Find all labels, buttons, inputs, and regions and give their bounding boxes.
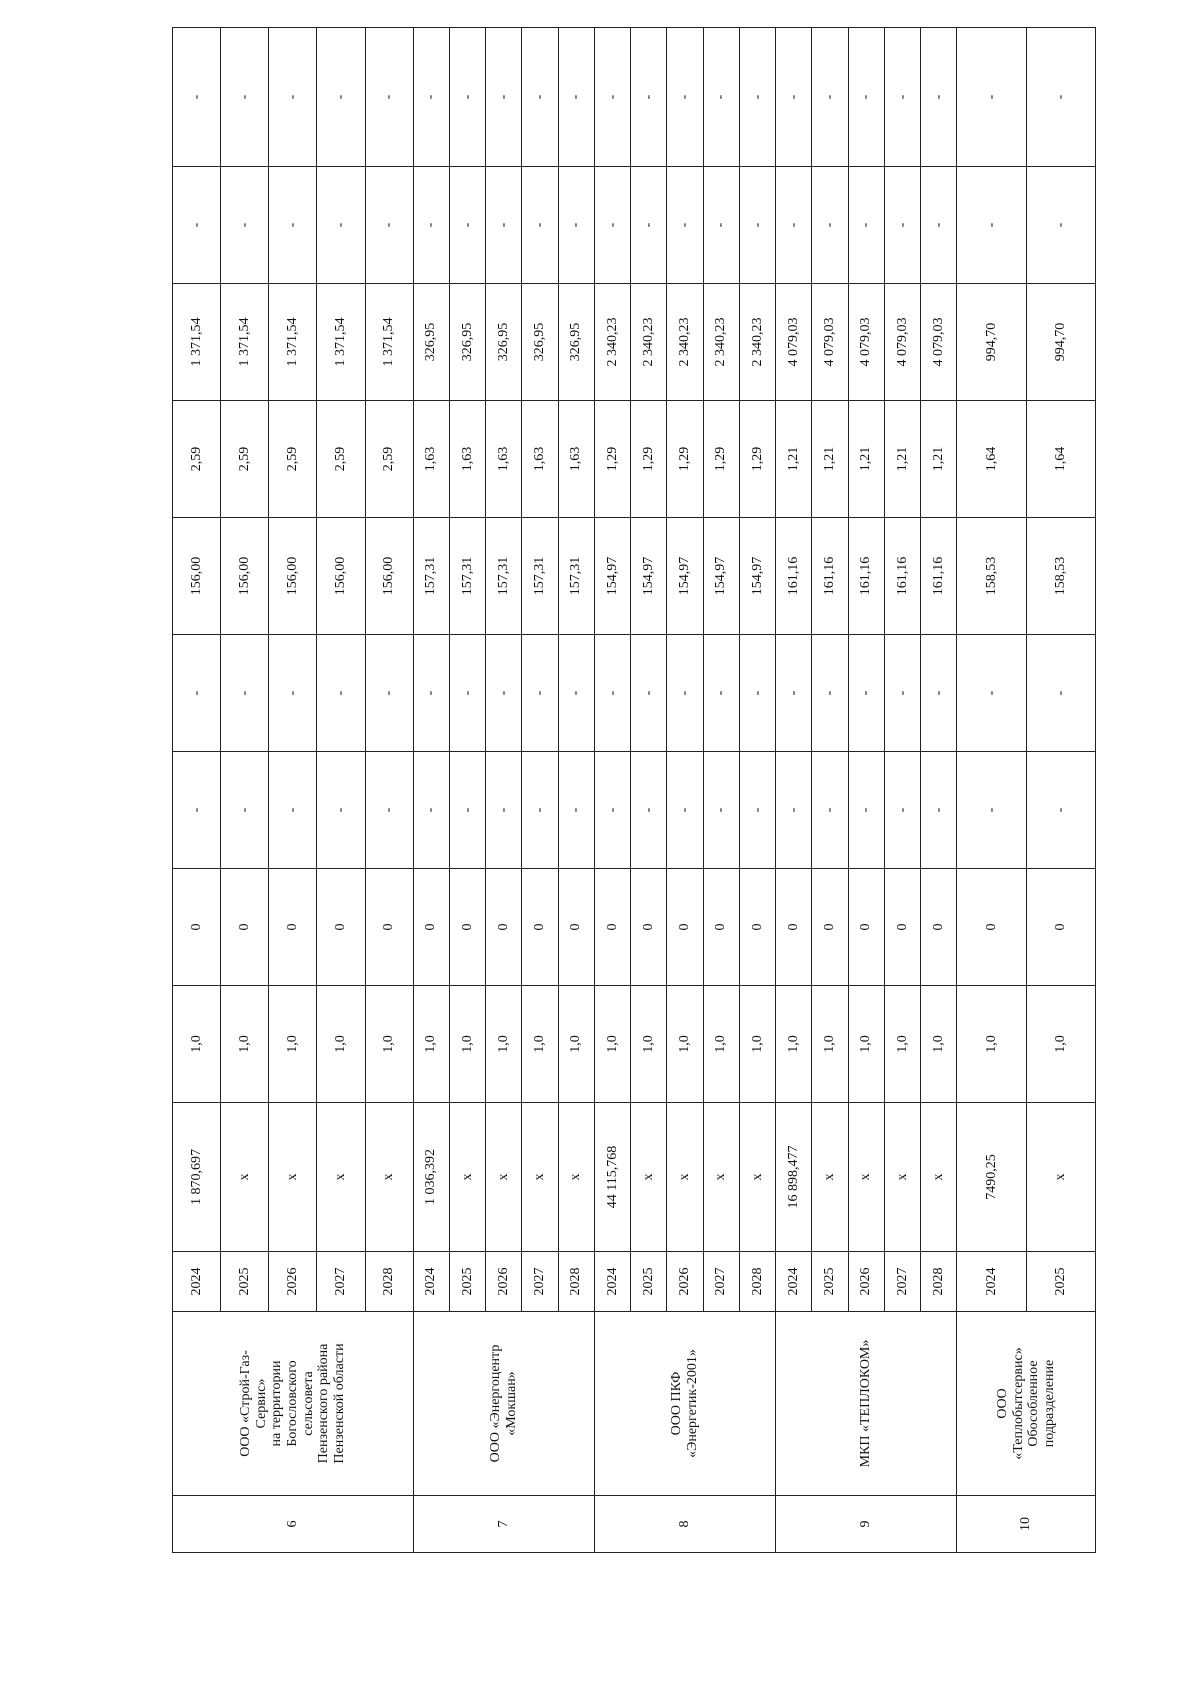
year-cell: 2024 xyxy=(776,1252,812,1312)
index-cell: 1,0 xyxy=(558,986,594,1103)
value-b-cell: 2,59 xyxy=(269,401,317,518)
row-number-cell: 7 xyxy=(413,1496,594,1553)
value-a-cell: 156,00 xyxy=(269,518,317,635)
zero-cell: 0 xyxy=(921,869,957,986)
dash-cell-4: - xyxy=(317,28,365,167)
zero-cell: 0 xyxy=(269,869,317,986)
index-cell: 1,0 xyxy=(269,986,317,1103)
dash-cell-4: - xyxy=(449,28,485,167)
value-a-cell: 157,31 xyxy=(413,518,449,635)
base-value-cell: х xyxy=(812,1103,848,1252)
value-b-cell: 1,63 xyxy=(558,401,594,518)
year-cell: 2024 xyxy=(957,1252,1026,1312)
index-cell: 1,0 xyxy=(631,986,667,1103)
dash-cell-3: - xyxy=(449,167,485,284)
base-value-cell: х xyxy=(884,1103,920,1252)
dash-cell-2: - xyxy=(812,635,848,752)
value-c-cell: 994,70 xyxy=(1026,284,1095,401)
dash-cell-4: - xyxy=(667,28,703,167)
dash-cell-3: - xyxy=(365,167,413,284)
organization-name-line: Богословского xyxy=(285,1360,301,1447)
dash-cell-2: - xyxy=(522,635,558,752)
organization-name-line: ООО xyxy=(994,1388,1010,1419)
dash-cell-3: - xyxy=(522,167,558,284)
dash-cell-2: - xyxy=(776,635,812,752)
table-body xyxy=(173,28,1096,1553)
dash-cell-1: - xyxy=(667,752,703,869)
dash-cell-2: - xyxy=(173,635,221,752)
dash-cell-1: - xyxy=(594,752,630,869)
dash-cell-2: - xyxy=(884,635,920,752)
year-cell: 2025 xyxy=(221,1252,269,1312)
dash-cell-3: - xyxy=(269,167,317,284)
base-value-cell: 7490,25 xyxy=(957,1103,1026,1252)
dash-cell-1: - xyxy=(269,752,317,869)
base-value-cell: х xyxy=(558,1103,594,1252)
value-c-cell: 326,95 xyxy=(486,284,522,401)
value-c-cell: 326,95 xyxy=(413,284,449,401)
dash-cell-3: - xyxy=(221,167,269,284)
zero-cell: 0 xyxy=(594,869,630,986)
value-a-cell: 157,31 xyxy=(449,518,485,635)
dash-cell-2: - xyxy=(413,635,449,752)
zero-cell: 0 xyxy=(173,869,221,986)
dash-cell-4: - xyxy=(1026,28,1095,167)
value-a-cell: 161,16 xyxy=(921,518,957,635)
base-value-cell: х xyxy=(522,1103,558,1252)
base-value-cell: х xyxy=(486,1103,522,1252)
value-b-cell: 1,21 xyxy=(776,401,812,518)
value-a-cell: 158,53 xyxy=(1026,518,1095,635)
year-cell: 2026 xyxy=(269,1252,317,1312)
organization-name-line: Обособленное xyxy=(1026,1360,1042,1447)
value-b-cell: 1,29 xyxy=(631,401,667,518)
table-row xyxy=(173,28,221,1553)
dash-cell-4: - xyxy=(221,28,269,167)
dash-cell-2: - xyxy=(703,635,739,752)
value-c-cell: 326,95 xyxy=(558,284,594,401)
rotated-page xyxy=(172,28,1096,1553)
row-number-cell: 10 xyxy=(957,1496,1096,1553)
organization-cell xyxy=(413,1312,594,1496)
dash-cell-4: - xyxy=(173,28,221,167)
dash-cell-2: - xyxy=(221,635,269,752)
index-cell: 1,0 xyxy=(1026,986,1095,1103)
dash-cell-4: - xyxy=(957,28,1026,167)
dash-cell-3: - xyxy=(1026,167,1095,284)
organization-cell xyxy=(594,1312,775,1496)
value-c-cell: 2 340,23 xyxy=(594,284,630,401)
dash-cell-3: - xyxy=(173,167,221,284)
base-value-cell: х xyxy=(667,1103,703,1252)
value-c-cell: 2 340,23 xyxy=(631,284,667,401)
base-value-cell: х xyxy=(848,1103,884,1252)
row-number-cell: 6 xyxy=(173,1496,414,1553)
value-b-cell: 1,21 xyxy=(812,401,848,518)
index-cell: 1,0 xyxy=(221,986,269,1103)
dash-cell-1: - xyxy=(449,752,485,869)
dash-cell-2: - xyxy=(739,635,775,752)
zero-cell: 0 xyxy=(957,869,1026,986)
organization-name-line: ООО «Строй-Газ- xyxy=(238,1350,253,1457)
index-cell: 1,0 xyxy=(486,986,522,1103)
dash-cell-2: - xyxy=(594,635,630,752)
value-a-cell: 154,97 xyxy=(739,518,775,635)
index-cell: 1,0 xyxy=(921,986,957,1103)
index-cell: 1,0 xyxy=(884,986,920,1103)
index-cell: 1,0 xyxy=(739,986,775,1103)
dash-cell-3: - xyxy=(957,167,1026,284)
index-cell: 1,0 xyxy=(848,986,884,1103)
dash-cell-1: - xyxy=(812,752,848,869)
dash-cell-3: - xyxy=(739,167,775,284)
dash-cell-4: - xyxy=(703,28,739,167)
index-cell: 1,0 xyxy=(703,986,739,1103)
base-value-cell: х xyxy=(365,1103,413,1252)
index-cell: 1,0 xyxy=(413,986,449,1103)
organization-name-line: «Теплобытсервис» xyxy=(1010,1347,1026,1460)
dash-cell-4: - xyxy=(365,28,413,167)
organization-name-line: подразделение xyxy=(1041,1359,1057,1448)
zero-cell: 0 xyxy=(486,869,522,986)
value-c-cell: 4 079,03 xyxy=(921,284,957,401)
dash-cell-3: - xyxy=(812,167,848,284)
value-c-cell: 2 340,23 xyxy=(667,284,703,401)
zero-cell: 0 xyxy=(703,869,739,986)
dash-cell-2: - xyxy=(957,635,1026,752)
dash-cell-4: - xyxy=(884,28,920,167)
value-c-cell: 326,95 xyxy=(522,284,558,401)
dash-cell-1: - xyxy=(317,752,365,869)
base-value-cell: х xyxy=(317,1103,365,1252)
year-cell: 2027 xyxy=(703,1252,739,1312)
dash-cell-1: - xyxy=(739,752,775,869)
row-number-cell: 8 xyxy=(594,1496,775,1553)
value-b-cell: 1,29 xyxy=(667,401,703,518)
value-a-cell: 157,31 xyxy=(558,518,594,635)
dash-cell-3: - xyxy=(594,167,630,284)
value-c-cell: 994,70 xyxy=(957,284,1026,401)
dash-cell-1: - xyxy=(413,752,449,869)
year-cell: 2028 xyxy=(558,1252,594,1312)
index-cell: 1,0 xyxy=(317,986,365,1103)
value-c-cell: 326,95 xyxy=(449,284,485,401)
table-row xyxy=(413,28,449,1553)
dash-cell-2: - xyxy=(269,635,317,752)
zero-cell: 0 xyxy=(739,869,775,986)
dash-cell-1: - xyxy=(173,752,221,869)
value-b-cell: 1,64 xyxy=(957,401,1026,518)
dash-cell-2: - xyxy=(631,635,667,752)
value-c-cell: 4 079,03 xyxy=(776,284,812,401)
zero-cell: 0 xyxy=(812,869,848,986)
value-b-cell: 1,63 xyxy=(522,401,558,518)
value-a-cell: 161,16 xyxy=(884,518,920,635)
value-a-cell: 161,16 xyxy=(848,518,884,635)
base-value-cell: х xyxy=(221,1103,269,1252)
dash-cell-2: - xyxy=(667,635,703,752)
dash-cell-1: - xyxy=(1026,752,1095,869)
value-a-cell: 154,97 xyxy=(631,518,667,635)
table-row xyxy=(957,28,1026,1553)
organization-name-line: на территории xyxy=(269,1360,285,1447)
value-b-cell: 1,63 xyxy=(486,401,522,518)
dash-cell-3: - xyxy=(921,167,957,284)
organization-cell xyxy=(173,1312,414,1496)
value-b-cell: 1,29 xyxy=(594,401,630,518)
value-a-cell: 156,00 xyxy=(221,518,269,635)
zero-cell: 0 xyxy=(413,869,449,986)
dash-cell-2: - xyxy=(848,635,884,752)
value-b-cell: 1,63 xyxy=(413,401,449,518)
base-value-cell: х xyxy=(449,1103,485,1252)
dash-cell-4: - xyxy=(848,28,884,167)
dash-cell-4: - xyxy=(812,28,848,167)
value-b-cell: 1,21 xyxy=(848,401,884,518)
value-a-cell: 154,97 xyxy=(594,518,630,635)
dash-cell-4: - xyxy=(486,28,522,167)
index-cell: 1,0 xyxy=(522,986,558,1103)
year-cell: 2024 xyxy=(594,1252,630,1312)
dash-cell-4: - xyxy=(269,28,317,167)
dash-cell-2: - xyxy=(449,635,485,752)
dash-cell-2: - xyxy=(558,635,594,752)
dash-cell-1: - xyxy=(703,752,739,869)
zero-cell: 0 xyxy=(365,869,413,986)
year-cell: 2024 xyxy=(413,1252,449,1312)
dash-cell-1: - xyxy=(921,752,957,869)
value-b-cell: 1,64 xyxy=(1026,401,1095,518)
dash-cell-4: - xyxy=(522,28,558,167)
dash-cell-3: - xyxy=(317,167,365,284)
index-cell: 1,0 xyxy=(812,986,848,1103)
value-b-cell: 2,59 xyxy=(365,401,413,518)
dash-cell-1: - xyxy=(486,752,522,869)
value-c-cell: 1 371,54 xyxy=(365,284,413,401)
value-c-cell: 2 340,23 xyxy=(739,284,775,401)
base-value-cell: 1 870,697 xyxy=(173,1103,221,1252)
table-row xyxy=(594,28,630,1553)
zero-cell: 0 xyxy=(1026,869,1095,986)
value-a-cell: 156,00 xyxy=(317,518,365,635)
organization-cell xyxy=(776,1312,957,1496)
organization-cell xyxy=(957,1312,1096,1496)
zero-cell: 0 xyxy=(558,869,594,986)
year-cell: 2028 xyxy=(739,1252,775,1312)
zero-cell: 0 xyxy=(221,869,269,986)
value-a-cell: 161,16 xyxy=(812,518,848,635)
dash-cell-1: - xyxy=(221,752,269,869)
dash-cell-2: - xyxy=(486,635,522,752)
zero-cell: 0 xyxy=(848,869,884,986)
value-c-cell: 1 371,54 xyxy=(269,284,317,401)
dash-cell-1: - xyxy=(957,752,1026,869)
value-c-cell: 1 371,54 xyxy=(317,284,365,401)
base-value-cell: 16 898,477 xyxy=(776,1103,812,1252)
year-cell: 2027 xyxy=(317,1252,365,1312)
dash-cell-4: - xyxy=(776,28,812,167)
year-cell: 2025 xyxy=(1026,1252,1095,1312)
value-b-cell: 1,29 xyxy=(739,401,775,518)
index-cell: 1,0 xyxy=(776,986,812,1103)
value-a-cell: 154,97 xyxy=(703,518,739,635)
dash-cell-3: - xyxy=(884,167,920,284)
value-c-cell: 1 371,54 xyxy=(173,284,221,401)
value-a-cell: 157,31 xyxy=(486,518,522,635)
index-cell: 1,0 xyxy=(173,986,221,1103)
zero-cell: 0 xyxy=(449,869,485,986)
year-cell: 2026 xyxy=(848,1252,884,1312)
year-cell: 2025 xyxy=(812,1252,848,1312)
dash-cell-3: - xyxy=(776,167,812,284)
zero-cell: 0 xyxy=(776,869,812,986)
value-a-cell: 158,53 xyxy=(957,518,1026,635)
year-cell: 2025 xyxy=(631,1252,667,1312)
dash-cell-2: - xyxy=(317,635,365,752)
dash-cell-3: - xyxy=(413,167,449,284)
dash-cell-1: - xyxy=(558,752,594,869)
organization-name-line: Сервис» xyxy=(253,1378,269,1429)
year-cell: 2026 xyxy=(486,1252,522,1312)
zero-cell: 0 xyxy=(317,869,365,986)
base-value-cell: 1 036,392 xyxy=(413,1103,449,1252)
year-cell: 2027 xyxy=(522,1252,558,1312)
index-cell: 1,0 xyxy=(365,986,413,1103)
index-cell: 1,0 xyxy=(667,986,703,1103)
value-b-cell: 2,59 xyxy=(173,401,221,518)
value-c-cell: 4 079,03 xyxy=(848,284,884,401)
zero-cell: 0 xyxy=(631,869,667,986)
dash-cell-3: - xyxy=(558,167,594,284)
year-cell: 2025 xyxy=(449,1252,485,1312)
row-number-cell: 9 xyxy=(776,1496,957,1553)
year-cell: 2026 xyxy=(667,1252,703,1312)
dash-cell-1: - xyxy=(776,752,812,869)
value-b-cell: 1,29 xyxy=(703,401,739,518)
organization-name-line: «Мокшан» xyxy=(503,1371,519,1436)
organization-name-line: Пензенской области xyxy=(332,1343,348,1464)
tariff-table xyxy=(172,27,1096,1553)
base-value-cell: х xyxy=(1026,1103,1095,1252)
index-cell: 1,0 xyxy=(449,986,485,1103)
value-b-cell: 1,21 xyxy=(921,401,957,518)
organization-name-line: «Энергетик-2001» xyxy=(685,1349,701,1458)
value-a-cell: 156,00 xyxy=(173,518,221,635)
organization-name-line: МКП «ТЕПЛОКОМ» xyxy=(858,1339,874,1468)
dash-cell-3: - xyxy=(667,167,703,284)
year-cell: 2024 xyxy=(173,1252,221,1312)
zero-cell: 0 xyxy=(522,869,558,986)
dash-cell-2: - xyxy=(921,635,957,752)
organization-name-line: сельсовета xyxy=(300,1371,316,1436)
value-c-cell: 1 371,54 xyxy=(221,284,269,401)
value-c-cell: 2 340,23 xyxy=(703,284,739,401)
base-value-cell: х xyxy=(703,1103,739,1252)
zero-cell: 0 xyxy=(884,869,920,986)
dash-cell-4: - xyxy=(413,28,449,167)
value-c-cell: 4 079,03 xyxy=(884,284,920,401)
zero-cell: 0 xyxy=(667,869,703,986)
base-value-cell: х xyxy=(269,1103,317,1252)
dash-cell-1: - xyxy=(631,752,667,869)
value-a-cell: 156,00 xyxy=(365,518,413,635)
value-b-cell: 2,59 xyxy=(317,401,365,518)
dash-cell-4: - xyxy=(594,28,630,167)
dash-cell-3: - xyxy=(703,167,739,284)
index-cell: 1,0 xyxy=(957,986,1026,1103)
organization-name-line: ООО «Энергоцентр xyxy=(488,1344,504,1463)
table-row xyxy=(776,28,812,1553)
base-value-cell: х xyxy=(739,1103,775,1252)
dash-cell-4: - xyxy=(631,28,667,167)
dash-cell-1: - xyxy=(522,752,558,869)
organization-name-line: Пензенского района xyxy=(316,1343,332,1464)
dash-cell-1: - xyxy=(884,752,920,869)
value-b-cell: 1,63 xyxy=(449,401,485,518)
value-a-cell: 161,16 xyxy=(776,518,812,635)
value-b-cell: 2,59 xyxy=(221,401,269,518)
value-c-cell: 4 079,03 xyxy=(812,284,848,401)
year-cell: 2028 xyxy=(365,1252,413,1312)
dash-cell-4: - xyxy=(558,28,594,167)
index-cell: 1,0 xyxy=(594,986,630,1103)
dash-cell-4: - xyxy=(739,28,775,167)
year-cell: 2027 xyxy=(884,1252,920,1312)
base-value-cell: 44 115,768 xyxy=(594,1103,630,1252)
value-a-cell: 157,31 xyxy=(522,518,558,635)
dash-cell-2: - xyxy=(1026,635,1095,752)
year-cell: 2028 xyxy=(921,1252,957,1312)
dash-cell-3: - xyxy=(631,167,667,284)
value-a-cell: 154,97 xyxy=(667,518,703,635)
dash-cell-1: - xyxy=(365,752,413,869)
base-value-cell: х xyxy=(631,1103,667,1252)
dash-cell-2: - xyxy=(365,635,413,752)
value-b-cell: 1,21 xyxy=(884,401,920,518)
dash-cell-4: - xyxy=(921,28,957,167)
base-value-cell: х xyxy=(921,1103,957,1252)
dash-cell-1: - xyxy=(848,752,884,869)
organization-name-line: ООО ПКФ xyxy=(669,1371,685,1436)
dash-cell-3: - xyxy=(848,167,884,284)
dash-cell-3: - xyxy=(486,167,522,284)
